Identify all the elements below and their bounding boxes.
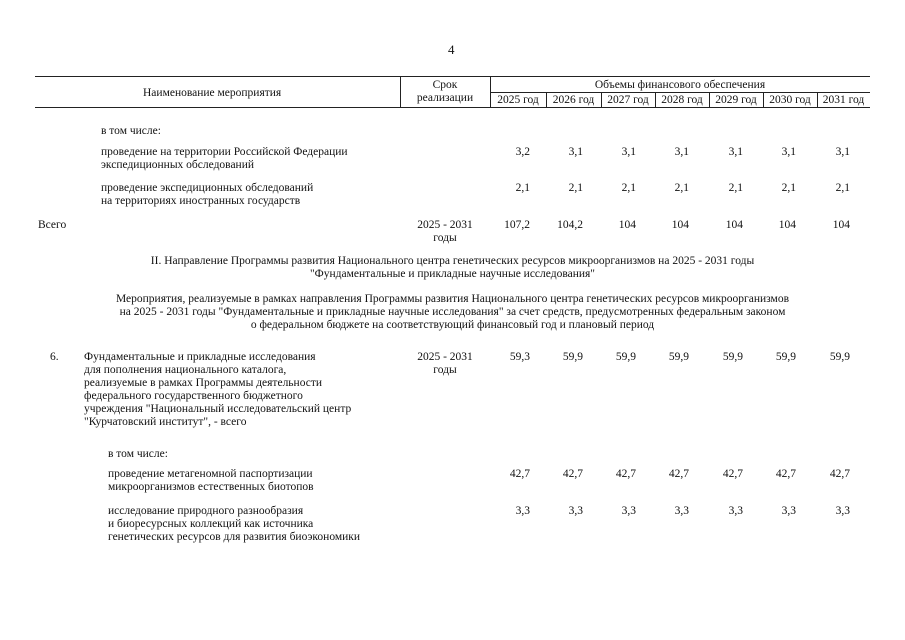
row-value: 3,1: [728, 146, 743, 158]
header-bottom-rule: [35, 107, 870, 108]
item-value: 59,9: [562, 351, 583, 363]
header-year: 2027 год: [607, 94, 649, 106]
sub-row-value: 3,3: [515, 505, 530, 517]
sub-row-value: 3,3: [621, 505, 636, 517]
row-label: проведение экспедиционных обследований на территориях иностранных государств: [101, 182, 314, 207]
row-value: 3,2: [515, 146, 530, 158]
sub-row-value: 42,7: [775, 468, 796, 480]
sub-row-value: 3,3: [835, 505, 850, 517]
sub-row-value: 42,7: [829, 468, 850, 480]
including-label: в том числе:: [101, 125, 161, 137]
total-term: 2025 - 2031 годы: [417, 219, 473, 244]
total-label: Всего: [38, 219, 67, 231]
total-value: 104,2: [557, 219, 583, 231]
header-year: 2026 год: [552, 94, 595, 106]
row-value: 2,1: [728, 182, 743, 194]
sub-row-value: 42,7: [722, 468, 743, 480]
item-value: 59,9: [722, 351, 743, 363]
item-label: Фундаментальные и прикладные исследования для пополнения национального каталога, реализуемые в рамках Программы деятельности федерального государственного бюджетного учреждения "Национальный исследовательский центр "Курчатовский институт", - всего: [84, 351, 352, 428]
header-year: 2028 год: [661, 94, 703, 106]
total-value: 104: [832, 219, 850, 231]
row-value: 3,1: [568, 146, 583, 158]
header-mid-rule: [490, 92, 870, 93]
total-value: 104: [618, 219, 636, 231]
sub-row-value: 42,7: [509, 468, 530, 480]
item-value: 59,3: [509, 351, 530, 363]
sub-row-value: 3,3: [728, 505, 743, 517]
header-year: 2029 год: [715, 94, 757, 106]
header-year: 2031 год: [822, 94, 865, 106]
header-year: 2030 год: [769, 94, 811, 106]
row-value: 2,1: [568, 182, 583, 194]
row-value: 3,1: [835, 146, 850, 158]
sub-row-value: 42,7: [562, 468, 583, 480]
sub-row-value: 3,3: [781, 505, 796, 517]
page-number: 4: [448, 42, 455, 57]
item-value: 59,9: [615, 351, 636, 363]
total-value: 104: [778, 219, 796, 231]
sub-row-value: 3,3: [568, 505, 583, 517]
including-label: в том числе:: [108, 448, 168, 460]
item-value: 59,9: [775, 351, 796, 363]
total-value: 107,2: [504, 219, 530, 231]
sub-row-value: 42,7: [668, 468, 689, 480]
header-funding-column: Объемы финансового обеспечения: [594, 79, 766, 91]
header-term-column: Срок реализации: [416, 79, 474, 104]
row-value: 2,1: [835, 182, 850, 194]
row-value: 3,1: [674, 146, 689, 158]
section-subtitle: Мероприятия, реализуемые в рамках направления Программы развития Национального центра генетических ресурсов микроорганизмов на 2025 - 2031 годы "Фундаментальные и прикладные научные исследования" за счет средств, предусмотренных федеральным законом о федеральном бюджете на соответствующий финансовый год и плановый период: [115, 293, 790, 331]
item-term: 2025 - 2031 годы: [417, 351, 473, 376]
total-value: 104: [671, 219, 689, 231]
row-value: 3,1: [781, 146, 796, 158]
header-year: 2025 год: [497, 94, 539, 106]
row-value: 2,1: [674, 182, 689, 194]
header-top-rule: [35, 76, 870, 77]
sub-row-value: 42,7: [615, 468, 636, 480]
item-value: 59,9: [668, 351, 689, 363]
sub-row-label: проведение метагеномной паспортизации микроорганизмов естественных биотопов: [108, 468, 314, 493]
header-name-column: Наименование мероприятия: [143, 87, 282, 99]
row-value: 2,1: [621, 182, 636, 194]
sub-row-value: 3,3: [674, 505, 689, 517]
section-title: II. Направление Программы развития Национального центра генетических ресурсов микроорганизмов на 2025 - 2031 годы "Фундаментальные и прикладные научные исследования": [150, 255, 755, 280]
row-value: 2,1: [781, 182, 796, 194]
row-label: проведение на территории Российской Федерации экспедиционных обследований: [101, 146, 348, 171]
row-value: 3,1: [621, 146, 636, 158]
sub-row-label: исследование природного разнообразия и биоресурсных коллекций как источника генетических ресурсов для развития биоэкономики: [108, 505, 361, 543]
item-value: 59,9: [829, 351, 850, 363]
total-value: 104: [725, 219, 743, 231]
item-number: 6.: [50, 351, 59, 363]
row-value: 2,1: [515, 182, 530, 194]
